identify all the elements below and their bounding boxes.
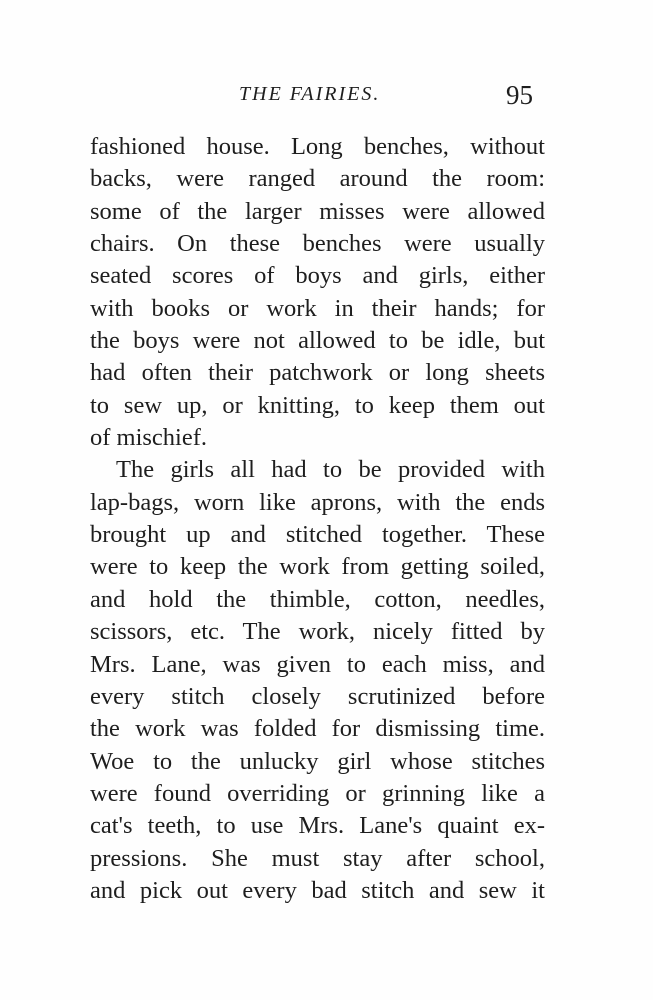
text-line: were to keep the work from getting soiled, — [90, 553, 545, 581]
text-line: of mischief. — [90, 424, 208, 452]
paragraph-first-line: The girls all had to be provided with — [116, 456, 545, 484]
text-line: some of the larger misses were allowed — [90, 197, 545, 225]
text-line: Mrs. Lane, was given to each miss, and — [90, 650, 545, 678]
text-line: and pick out every bad stitch and sew it — [90, 876, 545, 904]
text-line: scissors, etc. The work, nicely fitted by — [90, 618, 545, 646]
text-line: every stitch closely scrutinized before — [90, 682, 545, 710]
text-line: were found overriding or grinning like a — [90, 779, 545, 807]
text-line: lap-bags, worn like aprons, with the ends — [90, 488, 545, 516]
text-line: to sew up, or knitting, to keep them out — [90, 391, 545, 419]
text-line: brought up and stitched together. These — [90, 521, 545, 549]
text-line: backs, were ranged around the room: — [90, 165, 545, 193]
text-line: seated scores of boys and girls, either — [90, 262, 545, 290]
text-line: had often their patchwork or long sheets — [90, 359, 545, 387]
running-head — [0, 80, 653, 114]
running-title: THE FAIRIES. — [239, 83, 381, 105]
text-line: pressions. She must stay after school, — [90, 844, 545, 872]
text-line: chairs. On these benches were usually — [90, 230, 545, 258]
text-line: the boys were not allowed to be idle, but — [90, 327, 545, 355]
text-line: cat's teeth, to use Mrs. Lane's quaint ex- — [90, 812, 545, 840]
text-line: and hold the thimble, cotton, needles, — [90, 585, 545, 613]
text-line: the work was folded for dismissing time. — [90, 715, 545, 743]
text-line: Woe to the unlucky girl whose stitches — [90, 747, 545, 775]
text-line: fashioned house. Long benches, without — [90, 133, 545, 160]
body-text — [90, 131, 545, 907]
text-line: with books or work in their hands; for — [90, 294, 545, 322]
page-number: 95 — [506, 80, 533, 110]
